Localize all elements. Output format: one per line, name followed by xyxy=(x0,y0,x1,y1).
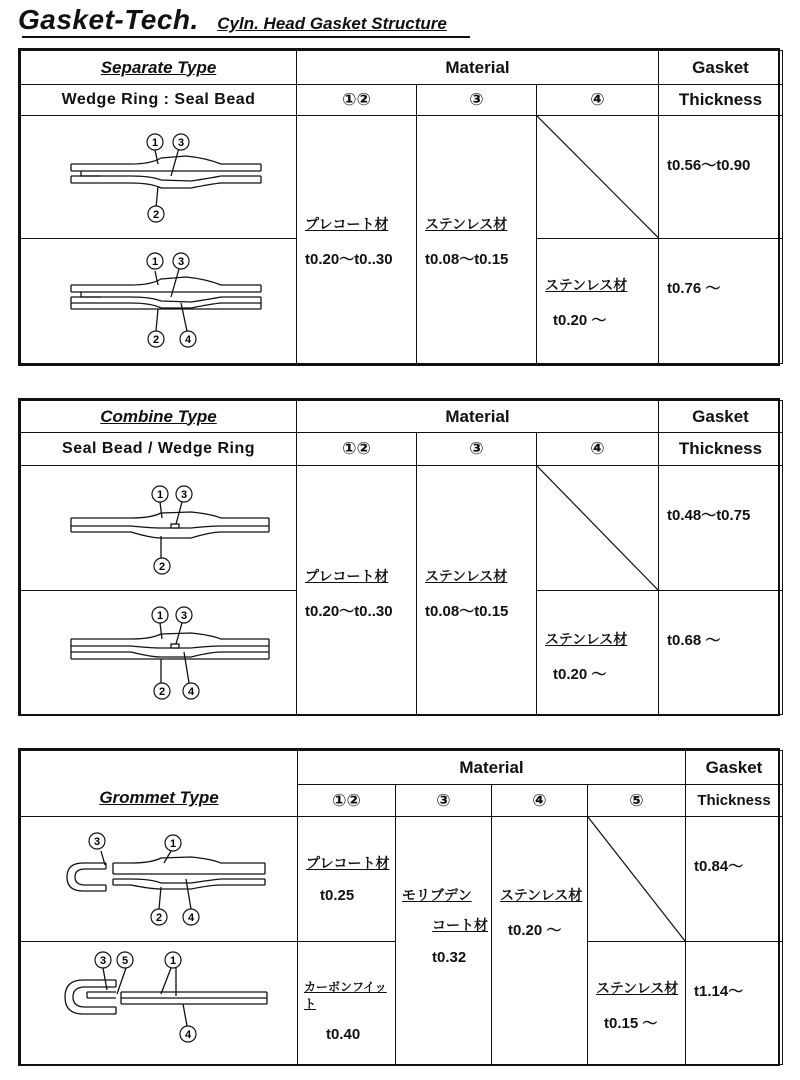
separate-gasket-drawing-1 xyxy=(21,116,297,238)
combine-mat4-empty xyxy=(537,466,659,591)
separate-sub-label: Wedge Ring : Seal Bead xyxy=(21,85,297,116)
separate-mat4-cell xyxy=(537,238,659,363)
separate-thickness-1: t0.56～t0.90 xyxy=(667,157,751,175)
header-underline xyxy=(22,36,470,38)
col-header-12: ①② xyxy=(298,785,396,817)
grommet-mat12-cell-1 xyxy=(298,817,396,942)
col-header-4: ④ xyxy=(492,785,588,817)
separate-diagram-1 xyxy=(21,116,297,238)
callout-1: 1 xyxy=(169,955,177,967)
combine-thickness-1: t0.48～t0.75 xyxy=(667,507,751,524)
col-header-3: ③ xyxy=(396,785,492,817)
separate-mat3-value: t0.08～t0.15 xyxy=(425,251,509,269)
separate-type-table xyxy=(18,48,780,366)
separate-mat3-cell xyxy=(417,116,537,364)
combine-mat4-value: t0.20 ～ xyxy=(553,666,607,683)
grommet-mat3-name-a: モリブデン xyxy=(402,887,472,903)
grommet-mat5-value: t0.15 ～ xyxy=(604,1015,658,1032)
combine-sub-label: Seal Bead / Wedge Ring xyxy=(21,433,297,466)
col-header-3: ③ xyxy=(417,85,537,116)
callout-4: 4 xyxy=(187,686,195,698)
col-header-12: ①② xyxy=(297,433,417,466)
combine-gasket-drawing-2 xyxy=(21,591,297,715)
grommet-diagram-1 xyxy=(21,817,298,942)
callout-3: 3 xyxy=(180,489,188,501)
separate-gasket-drawing-2 xyxy=(21,239,297,364)
material-heading: Material xyxy=(298,751,686,785)
page-subtitle: Cyln. Head Gasket Structure xyxy=(217,14,447,33)
grommet-gasket-drawing-1 xyxy=(21,817,298,942)
grommet-mat12-name-2: カーボンフイット xyxy=(304,980,387,1011)
grommet-mat3-cell xyxy=(396,817,492,1065)
callout-1: 1 xyxy=(156,610,164,622)
callout-2: 2 xyxy=(152,333,160,346)
grommet-mat12-value-1: t0.25 xyxy=(320,887,355,904)
not-applicable-diagonal xyxy=(537,116,658,237)
brand-title: Gasket-Tech. xyxy=(18,4,199,35)
grommet-mat12-name-1: プレコート材 xyxy=(306,855,390,871)
separate-mat3-name: ステンレス材 xyxy=(425,216,508,233)
grommet-mat4-cell xyxy=(492,817,588,1065)
grommet-thickness-2: t1.14～ xyxy=(694,983,744,1000)
grommet-gasket-drawing-2 xyxy=(21,942,298,1065)
grommet-type-cell xyxy=(21,751,298,817)
combine-diagram-2 xyxy=(21,591,297,715)
grommet-mat5-empty xyxy=(588,817,686,942)
col-header-12: ①② xyxy=(297,85,417,116)
combine-mat12-value: t0.20～t0..30 xyxy=(305,603,393,620)
separate-mat4-name: ステンレス材 xyxy=(545,276,628,293)
combine-thickness-2: t0.68 ～ xyxy=(667,632,721,649)
separate-mat12-cell xyxy=(297,116,417,364)
grommet-thickness-2-cell xyxy=(686,942,783,1065)
grommet-mat4-value: t0.20 ～ xyxy=(508,922,562,939)
combine-mat3-name: ステンレス材 xyxy=(425,568,508,584)
callout-3: 3 xyxy=(99,955,107,967)
grommet-mat5-cell xyxy=(588,942,686,1065)
callout-1: 1 xyxy=(151,137,159,150)
combine-type-name: Combine Type xyxy=(21,401,297,433)
callout-4: 4 xyxy=(187,912,195,924)
separate-thickness-1-cell xyxy=(659,116,783,238)
col-header-5: ⑤ xyxy=(588,785,686,817)
thickness-heading: Thickness xyxy=(659,85,783,116)
grommet-thickness-1-cell xyxy=(686,817,783,942)
separate-mat12-name: プレコート材 xyxy=(305,216,389,233)
callout-2: 2 xyxy=(158,686,166,698)
callout-2: 2 xyxy=(155,912,163,924)
thickness-heading: Thickness xyxy=(659,433,783,466)
gasket-heading: Gasket xyxy=(659,51,783,85)
gasket-heading: Gasket xyxy=(686,751,783,785)
combine-type-table xyxy=(18,398,780,716)
col-header-4: ④ xyxy=(537,433,659,466)
callout-3: 3 xyxy=(93,836,101,848)
callout-5: 5 xyxy=(121,955,129,967)
grommet-diagram-2 xyxy=(21,942,298,1065)
separate-mat12-value: t0.20～t0..30 xyxy=(305,251,393,269)
grommet-mat12-value-2: t0.40 xyxy=(326,1026,361,1043)
callout-3: 3 xyxy=(177,137,185,150)
material-heading: Material xyxy=(297,401,659,433)
grommet-mat3-name-b: コート材 xyxy=(432,917,488,933)
grommet-type-name: Grommet Type xyxy=(99,788,219,807)
callout-1: 1 xyxy=(156,489,164,501)
combine-gasket-drawing-1 xyxy=(21,466,297,591)
callout-1: 1 xyxy=(151,255,159,268)
combine-mat4-name: ステンレス材 xyxy=(545,631,628,647)
callout-4: 4 xyxy=(184,1029,192,1041)
callout-2: 2 xyxy=(152,209,160,222)
grommet-mat4-name: ステンレス材 xyxy=(500,887,583,903)
combine-thickness-2-cell xyxy=(659,591,783,715)
not-applicable-diagonal xyxy=(537,466,658,590)
separate-diagram-2 xyxy=(21,238,297,363)
callout-1: 1 xyxy=(169,838,177,850)
page-header xyxy=(18,4,447,38)
combine-diagram-1 xyxy=(21,466,297,591)
grommet-type-table xyxy=(18,748,780,1066)
combine-mat3-cell xyxy=(417,466,537,715)
grommet-thickness-1: t0.84～ xyxy=(694,858,744,875)
separate-thickness-2: t0.76 ～ xyxy=(667,279,721,297)
combine-thickness-1-cell xyxy=(659,466,783,591)
callout-3: 3 xyxy=(177,255,185,268)
col-header-3: ③ xyxy=(417,433,537,466)
thickness-heading: Thickness xyxy=(686,785,783,817)
combine-mat12-cell xyxy=(297,466,417,715)
not-applicable-diagonal xyxy=(588,817,685,941)
separate-thickness-2-cell xyxy=(659,238,783,363)
gasket-heading: Gasket xyxy=(659,401,783,433)
grommet-mat5-name: ステンレス材 xyxy=(596,980,679,996)
combine-mat3-value: t0.08～t0.15 xyxy=(425,603,509,620)
grommet-mat12-cell-2 xyxy=(298,942,396,1065)
callout-3: 3 xyxy=(180,610,188,622)
grommet-mat3-value: t0.32 xyxy=(432,949,467,966)
material-heading: Material xyxy=(297,51,659,85)
callout-2: 2 xyxy=(158,561,166,573)
separate-mat4-value: t0.20 ～ xyxy=(553,311,607,329)
separate-type-name: Separate Type xyxy=(21,51,297,85)
separate-mat4-empty xyxy=(537,116,659,238)
col-header-4: ④ xyxy=(537,85,659,116)
combine-mat12-name: プレコート材 xyxy=(305,568,389,584)
combine-mat4-cell xyxy=(537,591,659,715)
callout-4: 4 xyxy=(184,333,192,346)
